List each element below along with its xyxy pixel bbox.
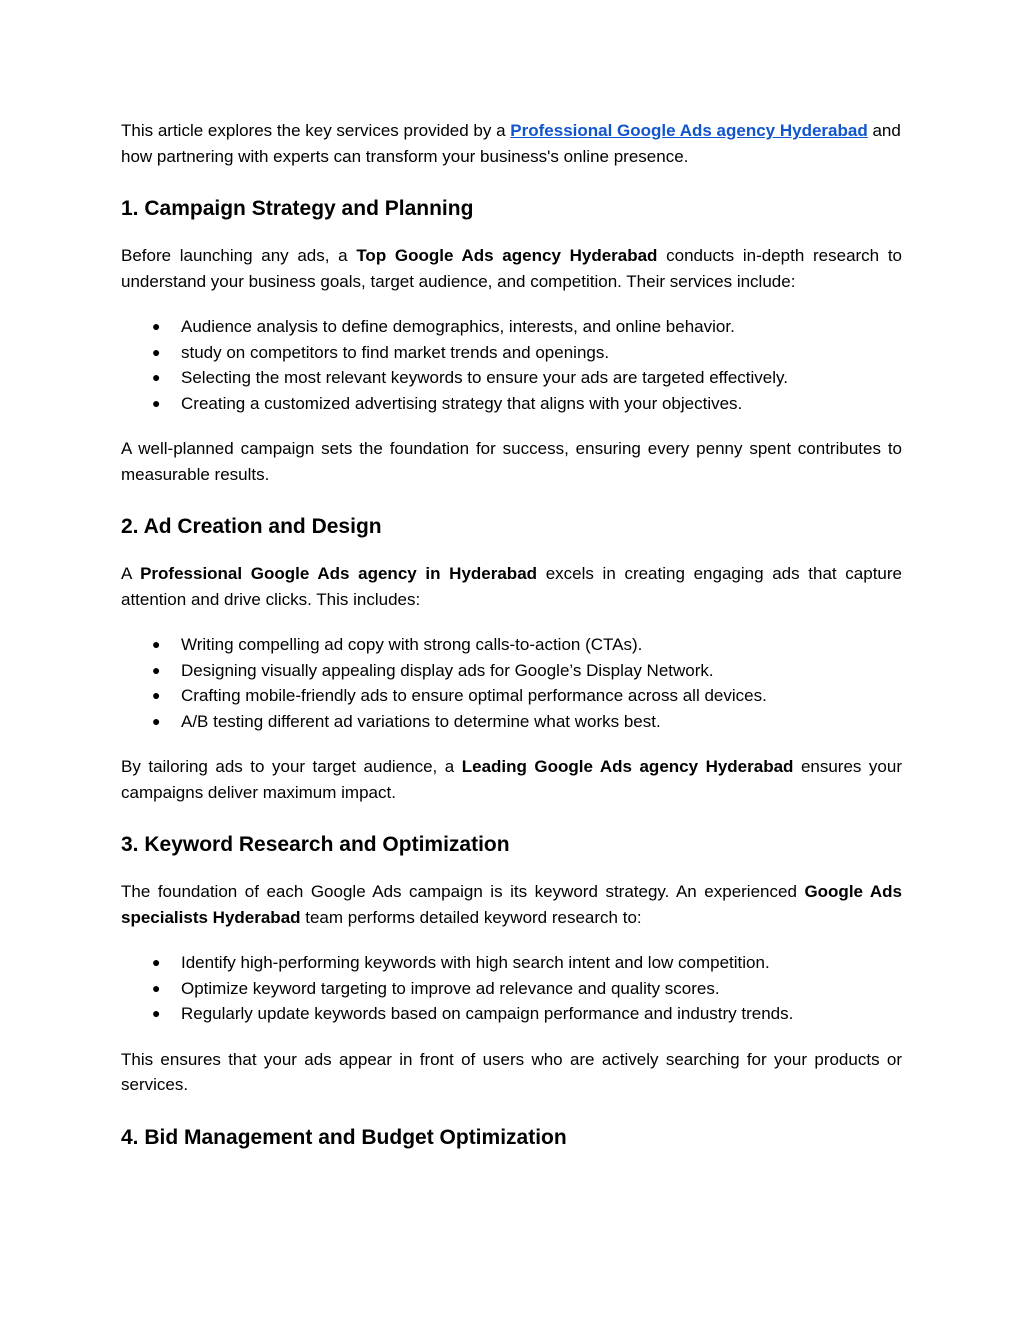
list-item bbox=[121, 314, 902, 340]
section1-paragraph bbox=[121, 243, 902, 294]
list-item bbox=[121, 391, 902, 417]
bullet-icon: ● bbox=[152, 636, 161, 652]
section2-text-after: excels in creating engaging ads that capture attention and drive clicks. This includes: bbox=[121, 564, 903, 609]
section2-closing-paragraph bbox=[121, 754, 902, 805]
section1-bold-text: Top Google Ads agency Hyderabad bbox=[356, 246, 658, 265]
list-item-text: Writing compelling ad copy with strong calls-to-action (CTAs). bbox=[181, 635, 643, 654]
section-heading-ad-creation: 2. Ad Creation and Design bbox=[121, 515, 382, 538]
section3-text-before: The foundation of each Google Ads campaign is its keyword strategy. An experienced bbox=[121, 882, 805, 901]
list-item-text: Crafting mobile-friendly ads to ensure optimal performance across all devices. bbox=[181, 686, 767, 705]
section1-text-after: conducts in-depth research to understand your business goals, target audience, and competition. Their services include: bbox=[121, 246, 903, 291]
list-item bbox=[121, 1001, 902, 1027]
list-item bbox=[121, 950, 902, 976]
section3-text-after: team performs detailed keyword research to: bbox=[300, 907, 642, 927]
list-item-text: Optimize keyword targeting to improve ad relevance and quality scores. bbox=[181, 978, 720, 998]
section3-bullet-list bbox=[121, 950, 902, 1027]
list-item bbox=[121, 340, 902, 366]
list-item-text: A/B testing different ad variations to determine what works best. bbox=[181, 711, 661, 731]
bullet-icon: ● bbox=[152, 343, 161, 360]
section2-closing-bold: Leading Google Ads agency Hyderabad bbox=[461, 757, 794, 776]
intro-text-after: and how partnering with experts can transform your business's online presence. bbox=[121, 121, 901, 166]
bullet-icon: ● bbox=[152, 979, 161, 996]
list-item bbox=[121, 365, 902, 391]
section2-bold-text: Professional Google Ads agency in Hyderabad bbox=[140, 564, 538, 583]
section2-paragraph bbox=[121, 561, 902, 612]
agency-link[interactable]: Professional Google Ads agency Hyderabad bbox=[510, 121, 868, 140]
section-heading-keyword-research: 3. Keyword Research and Optimization bbox=[121, 833, 510, 856]
section3-paragraph bbox=[121, 879, 902, 930]
section2-bullet-list bbox=[121, 632, 902, 734]
list-item bbox=[121, 683, 902, 709]
list-item bbox=[121, 976, 902, 1002]
section3-bold-text: Google Ads specialists Hyderabad bbox=[121, 882, 903, 927]
bullet-icon: ● bbox=[152, 1005, 161, 1021]
section2-closing-before: By tailoring ads to your target audience, a bbox=[121, 757, 462, 776]
bullet-icon: ● bbox=[152, 318, 161, 334]
intro-text-before: This article explores the key services provided by a bbox=[121, 121, 511, 140]
bullet-icon: ● bbox=[152, 712, 161, 729]
list-item-text: Regularly update keywords based on campaign performance and industry trends. bbox=[181, 1004, 794, 1023]
list-item bbox=[121, 709, 902, 735]
section2-closing-after: ensures your campaigns deliver maximum impact. bbox=[121, 757, 903, 802]
section2-text-before: A bbox=[121, 564, 141, 583]
list-item bbox=[121, 658, 902, 684]
list-item-text: Creating a customized advertising strategy that aligns with your objectives. bbox=[181, 393, 743, 413]
section-heading-bid-management: 4. Bid Management and Budget Optimization bbox=[121, 1125, 567, 1149]
list-item bbox=[121, 632, 902, 658]
list-item-text: Selecting the most relevant keywords to ensure your ads are targeted effectively. bbox=[181, 368, 788, 387]
bullet-icon: ● bbox=[152, 369, 161, 385]
bullet-icon: ● bbox=[152, 394, 161, 411]
bullet-icon: ● bbox=[152, 687, 161, 703]
section1-bullet-list bbox=[121, 314, 902, 416]
list-item-text: Designing visually appealing display ads for Google’s Display Network. bbox=[181, 660, 714, 680]
list-item-text: Audience analysis to define demographics, interests, and online behavior. bbox=[181, 317, 735, 336]
section1-closing-paragraph: A well-planned campaign sets the foundation for success, ensuring every penny spent contributes to measurable results. bbox=[121, 439, 902, 484]
section3-closing-paragraph: This ensures that your ads appear in front of users who are actively searching for your products or services. bbox=[121, 1049, 902, 1094]
bullet-icon: ● bbox=[152, 661, 161, 678]
section-heading-campaign-strategy: 1. Campaign Strategy and Planning bbox=[121, 197, 474, 220]
list-item-text: study on competitors to find market trends and openings. bbox=[181, 342, 610, 362]
document-page bbox=[121, 118, 902, 1172]
intro-paragraph bbox=[121, 118, 902, 169]
bullet-icon: ● bbox=[152, 954, 161, 970]
section1-text-before: Before launching any ads, a bbox=[121, 246, 357, 265]
list-item-text: Identify high-performing keywords with high search intent and low competition. bbox=[181, 953, 770, 972]
